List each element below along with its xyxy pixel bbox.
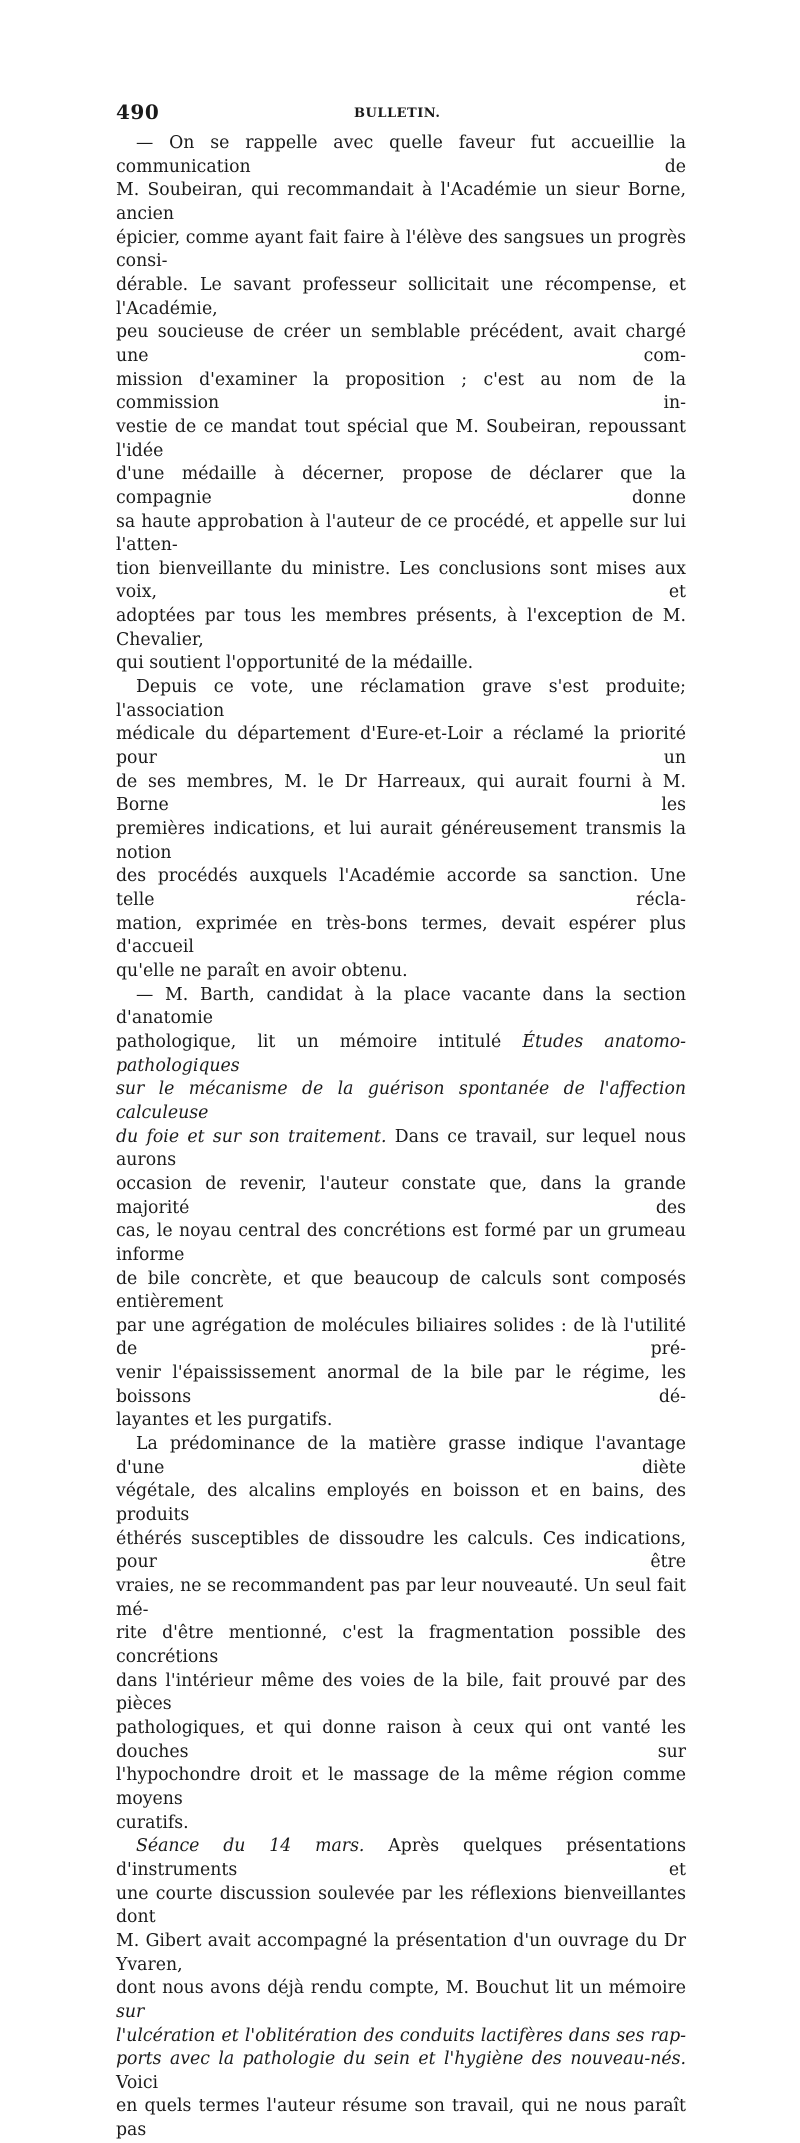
body-text xyxy=(116,132,686,2143)
text-segment: sa haute approbation à l'auteur de ce procédé, et appelle sur lui l'atten- xyxy=(116,511,686,556)
text-line xyxy=(116,179,686,226)
text-segment: M. Gibert avait accompagné la présentation d'un ouvrage du Dr Yvaren, xyxy=(116,1930,686,1975)
text-segment: venir l'épaississement anormal de la bile par le régime, les boissons dé- xyxy=(116,1363,686,1407)
text-segment: Dans ce travail, sur lequel nous aurons xyxy=(116,1126,687,1171)
italic-text: sur le mécanisme de la guérison spontanée de l'affection calculeuse xyxy=(116,1079,686,1123)
text-line xyxy=(116,605,686,652)
text-line xyxy=(116,1977,686,2024)
text-segment: La prédominance de la matière grasse indique l'avantage d'une diète xyxy=(116,1434,686,1478)
text-line xyxy=(116,1173,686,1220)
text-segment: pathologique, lit un mémoire intitulé xyxy=(116,1031,523,1052)
text-segment: tion bienveillante du ministre. Les conclusions sont mises aux voix, et xyxy=(116,558,686,603)
text-line xyxy=(116,723,686,770)
text-line xyxy=(116,1528,686,1575)
text-line xyxy=(116,132,686,179)
text-segment: peu soucieuse de créer un semblable précédent, avait chargé une com- xyxy=(116,322,686,366)
text-line xyxy=(116,1315,686,1362)
text-segment: occasion de revenir, l'auteur constate que, dans la grande majorité des xyxy=(116,1173,686,1218)
text-segment: mation, exprimée en très-bons termes, devait espérer plus d'accueil xyxy=(116,913,686,958)
page-header xyxy=(116,100,686,126)
text-line xyxy=(116,1268,686,1315)
running-head: BULLETIN. xyxy=(354,106,441,121)
text-line xyxy=(116,1717,686,1764)
italic-text: l'ulcération et l'oblitération des conduits lactifères dans ses rap- xyxy=(116,2025,686,2046)
text-line xyxy=(116,369,686,416)
text-segment: végétale, des alcalins employés en boisson et en bains, des produits xyxy=(116,1481,686,1526)
text-line xyxy=(116,1622,686,1669)
text-segment: qu'elle ne paraît en avoir obtenu. xyxy=(116,960,408,981)
text-segment: rite d'être mentionné, c'est la fragmentation possible des concrétions xyxy=(116,1623,686,1667)
text-segment: mission d'examiner la proposition ; c'est au nom de la commission in- xyxy=(116,369,686,414)
text-line xyxy=(116,960,686,984)
italic-text: sur xyxy=(116,2001,145,2022)
text-line xyxy=(116,1883,686,1930)
text-segment: médicale du département d'Eure-et-Loir a réclamé la priorité pour un xyxy=(116,724,686,769)
text-line xyxy=(116,865,686,912)
text-line xyxy=(116,984,686,1031)
text-segment: de ses membres, M. le Dr Harreaux, qui aurait fourni à M. Borne les xyxy=(116,771,686,816)
text-line xyxy=(116,676,686,723)
page-number: 490 xyxy=(116,100,160,124)
text-line xyxy=(116,321,686,368)
text-segment: éthérés susceptibles de dissoudre les calculs. Ces indications, pour être xyxy=(116,1528,686,1573)
text-segment: vraies, ne se recommandent pas par leur nouveauté. Un seul fait mé- xyxy=(116,1576,686,1620)
text-segment: une courte discussion soulevée par les réflexions bienveillantes dont xyxy=(116,1883,686,1928)
text-segment: dérable. Le savant professeur sollicitait une récompense, et l'Académie, xyxy=(116,274,686,319)
text-segment: cas, le noyau central des concrétions est formé par un grumeau informe xyxy=(116,1221,686,1265)
text-line xyxy=(116,558,686,605)
italic-text: ports avec la pathologie du sein et l'hygiène des nouveau-nés. xyxy=(116,2049,686,2070)
text-line xyxy=(116,274,686,321)
text-segment: d'une médaille à décerner, propose de déclarer que la compagnie donne xyxy=(116,464,686,508)
text-line xyxy=(116,1078,686,1125)
italic-text: du foie et sur son traitement. xyxy=(116,1126,387,1147)
text-line xyxy=(116,2048,686,2095)
text-segment: adoptées par tous les membres présents, à l'exception de M. Chevalier, xyxy=(116,606,686,650)
text-segment: pathologiques, et qui donne raison à ceux qui ont vanté les douches sur xyxy=(116,1717,686,1762)
text-line xyxy=(116,818,686,865)
text-segment: vestie de ce mandat tout spécial que M. Soubeiran, repoussant l'idée xyxy=(116,416,686,461)
text-line xyxy=(116,416,686,463)
text-segment: — On se rappelle avec quelle faveur fut accueillie la communication de xyxy=(116,133,686,177)
text-line xyxy=(116,771,686,818)
text-segment: qui soutient l'opportunité de la médaille. xyxy=(116,653,474,674)
text-segment: de bile concrète, et que beaucoup de calculs sont composés entièrement xyxy=(116,1268,686,1313)
text-segment: l'hypochondre droit et le massage de la même région comme moyens xyxy=(116,1765,686,1809)
text-line xyxy=(116,1670,686,1717)
italic-text: Études anatomo-pathologiques xyxy=(116,1031,686,1076)
text-segment: — M. Barth, candidat à la place vacante dans la section d'anatomie xyxy=(116,984,686,1029)
text-segment: dans l'intérieur même des voies de la bile, fait prouvé par des pièces xyxy=(116,1670,686,1715)
text-line xyxy=(116,913,686,960)
text-line xyxy=(116,227,686,274)
text-segment: dont nous avons déjà rendu compte, M. Bouchut lit un mémoire xyxy=(116,1978,686,1999)
text-line xyxy=(116,1575,686,1622)
text-line xyxy=(116,1362,686,1409)
text-segment: en quels termes l'auteur résume son travail, qui ne nous paraît pas xyxy=(116,2096,686,2141)
text-segment: curatifs. xyxy=(116,1812,189,1833)
text-segment: Depuis ce vote, une réclamation grave s'est produite; l'association xyxy=(116,677,686,721)
text-segment: épicier, comme ayant fait faire à l'élève des sangsues un progrès consi- xyxy=(116,227,686,272)
text-line xyxy=(116,1480,686,1527)
text-line xyxy=(116,1126,686,1173)
text-line xyxy=(116,2025,686,2049)
text-segment: Après quelques présentations d'instruments et xyxy=(116,1836,686,1880)
text-line xyxy=(116,1031,686,1078)
text-line xyxy=(116,1433,686,1480)
text-line xyxy=(116,1930,686,1977)
text-segment: Voici xyxy=(116,2072,159,2093)
text-segment: par une agrégation de molécules biliaires solides : de là l'utilité de pré- xyxy=(116,1315,686,1360)
text-line xyxy=(116,652,686,676)
italic-text: Séance du 14 mars. xyxy=(136,1836,365,1857)
text-line xyxy=(116,2095,686,2142)
text-segment: layantes et les purgatifs. xyxy=(116,1410,333,1431)
text-line xyxy=(116,1220,686,1267)
text-line xyxy=(116,463,686,510)
text-line xyxy=(116,1409,686,1433)
text-segment: premières indications, et lui aurait généreusement transmis la notion xyxy=(116,819,686,863)
text-segment: des procédés auxquels l'Académie accorde sa sanction. Une telle récla- xyxy=(116,866,686,910)
text-segment: M. Soubeiran, qui recommandait à l'Académie un sieur Borne, ancien xyxy=(116,180,686,224)
text-line xyxy=(116,1835,686,1882)
text-line xyxy=(116,1764,686,1811)
text-line xyxy=(116,511,686,558)
text-line xyxy=(116,1812,686,1836)
